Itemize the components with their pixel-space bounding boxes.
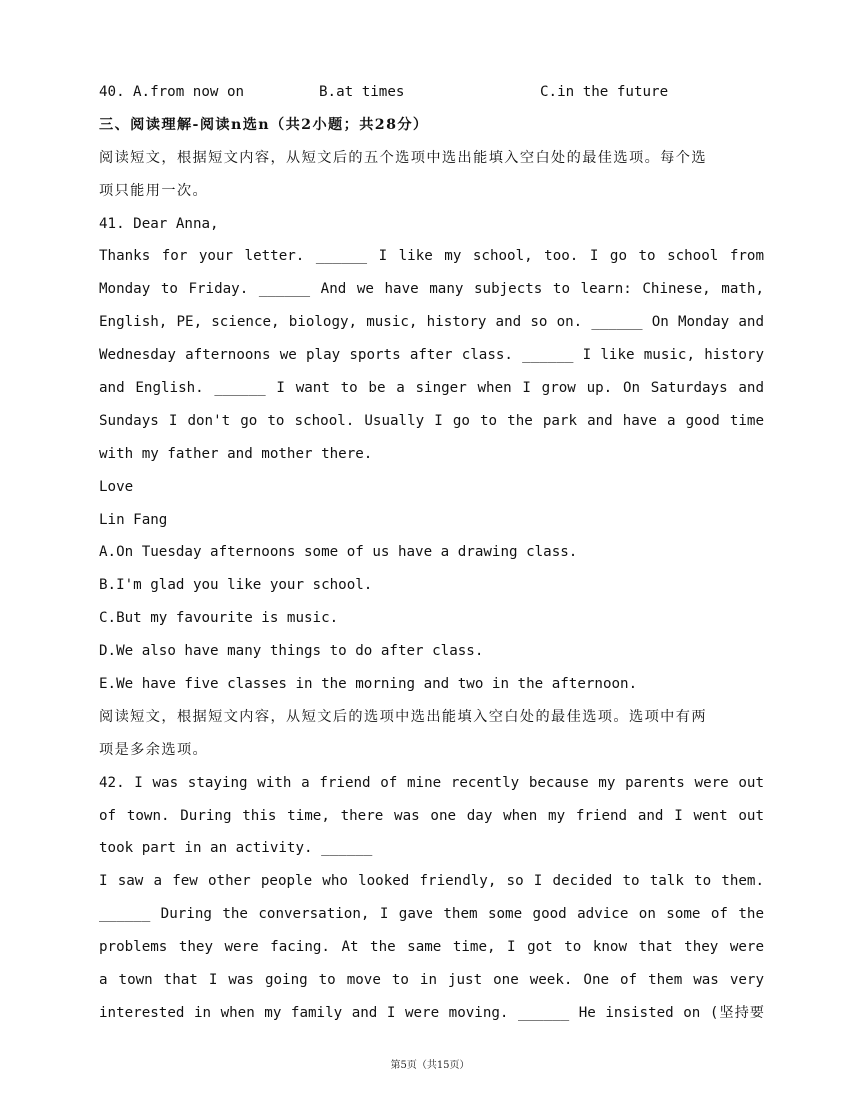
q42-passage-line: 42. I was staying with a friend of mine recently because my parents were out — [99, 774, 764, 791]
q41-instruction-line-1: 阅读短文，根据短文内容，从短文后的五个选项中选出能填入空白处的最佳选项。每个选 — [99, 149, 707, 166]
q41-passage-line: and English. ______ I want to be a singer when I grow up. On Saturdays and — [99, 380, 764, 397]
q41-passage-line: with my father and mother there. — [99, 445, 373, 462]
q41-option-b: B.I'm glad you like your school. — [99, 577, 373, 594]
q41-title: 41. Dear Anna, — [99, 215, 219, 232]
q41-option-e: E.We have five classes in the morning and two in the afternoon. — [99, 676, 638, 693]
q42-instruction-line-2: 项是多余选项。 — [99, 741, 209, 758]
question-40-options — [99, 76, 764, 109]
q41-passage-line: English, PE, science, biology, music, history and so on. ______ On Monday and — [99, 314, 764, 331]
q42-passage-line: of town. During this time, there was one day when my friend and I went out — [99, 807, 764, 824]
q41-option-a: A.On Tuesday afternoons some of us have a drawing class. — [99, 544, 578, 561]
q41-closing: Love — [99, 478, 134, 495]
q42-passage-line: took part in an activity. ______ — [99, 840, 373, 857]
q41-instruction-line-2: 项只能用一次。 — [99, 182, 209, 199]
q42-passage-line: problems they were facing. At the same time, I got to know that they were — [99, 939, 764, 956]
q41-signature: Lin Fang — [99, 511, 168, 528]
q41-passage-line: Sundays I don't go to school. Usually I go to the park and have a good time — [99, 412, 764, 429]
q41-passage-line: Monday to Friday. ______ And we have many subjects to learn: Chinese, math, — [99, 281, 764, 298]
q41-passage-line: Wednesday afternoons we play sports after class. ______ I like music, history — [99, 347, 764, 364]
page-footer: 第5页（共15页） — [390, 1060, 470, 1071]
question-40-number: 40. — [99, 84, 125, 100]
q42-passage-line: a town that I was going to move to in just one week. One of them was very — [99, 972, 764, 989]
q41-option-d: D.We also have many things to do after class. — [99, 643, 484, 660]
q42-passage-line: ______ During the conversation, I gave them some good advice on some of the — [99, 906, 764, 923]
q42-passage-line: I saw a few other people who looked friendly, so I decided to talk to them. — [99, 873, 764, 890]
section-heading: 三、阅读理解-阅读n选n（共2小题；共28分） — [99, 116, 429, 133]
page-content — [99, 76, 764, 1030]
q41-passage-line: Thanks for your letter. ______ I like my school, too. I go to school from — [99, 248, 764, 265]
q42-passage-line: interested in when my family and I were moving. ______ He insisted on (坚持要 — [99, 1004, 764, 1021]
option-b: B.at times — [319, 84, 405, 100]
option-a: A.from now on — [133, 84, 245, 100]
q42-instruction-line-1: 阅读短文，根据短文内容，从短文后的选项中选出能填入空白处的最佳选项。选项中有两 — [99, 708, 707, 725]
option-c: C.in the future — [540, 84, 669, 100]
q41-option-c: C.But my favourite is music. — [99, 610, 339, 627]
